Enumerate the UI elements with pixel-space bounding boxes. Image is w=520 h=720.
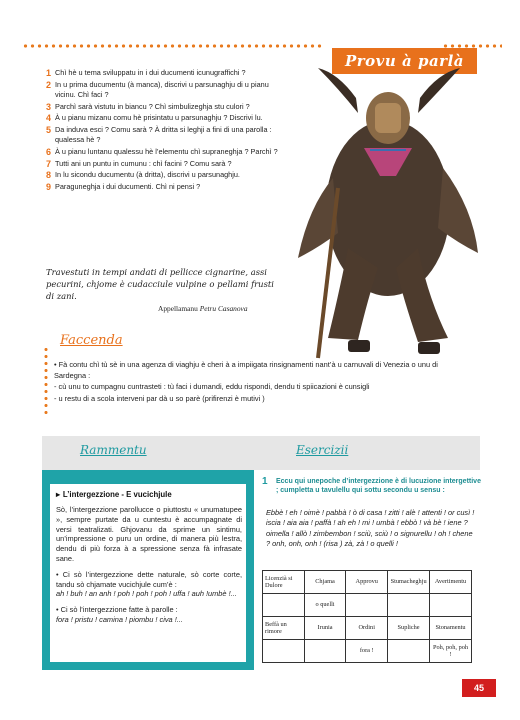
- question-item: [46, 182, 286, 192]
- question-text: À u pianu luntanu qualessu hè l’elementu chì supraneghja ? Parchì ?: [55, 146, 278, 156]
- faccenda-dot-rule: [44, 346, 48, 416]
- exercise-instruction: Eccu qui unepoche d’intergezzione è di lucuzione intergettive ; cumpletta u tavulellu qui sottu secondu u sensu :: [276, 478, 481, 495]
- exercise-number: 1: [262, 476, 268, 487]
- question-text: À u pianu mizanu comu hè prisintatu u parsunaghju ? Discrivi lu.: [55, 113, 263, 123]
- table-cell: Avertimentu: [430, 571, 472, 594]
- faccenda-line: • Fà contu chì tù sè in una agenza di viaghju è cheri à a impiigata rinsignamenti nant’à u carnuvali di Venezia o unu di Sardegna :: [54, 360, 438, 380]
- rammentu-natural: [56, 570, 242, 599]
- table-cell[interactable]: [263, 594, 305, 617]
- photo-figure: [298, 68, 478, 358]
- table-cell: Approvu: [346, 571, 388, 594]
- page-number: 45: [462, 679, 496, 697]
- question-text: Paraguneghja i dui ducumenti. Chì ni pensi ?: [55, 182, 201, 192]
- table-cell: Ordini: [346, 617, 388, 640]
- table-cell[interactable]: [304, 640, 346, 663]
- question-item: [46, 147, 286, 157]
- word-text: • Ci sò l’intergezzione fatte à parolle :: [56, 605, 178, 615]
- question-number: 9: [46, 182, 52, 193]
- question-item: [46, 170, 286, 180]
- natural-text: • Ci sò l’intergezzione dette naturale, sò corte corte, tandu sò chjamate vucichjule cum’è :: [56, 569, 242, 589]
- table-row: [263, 640, 472, 663]
- question-number: 8: [46, 170, 52, 181]
- table-cell: fora !: [346, 640, 388, 663]
- question-number: 5: [46, 125, 52, 136]
- faccenda-title: Faccenda: [60, 333, 123, 348]
- table-cell[interactable]: [388, 594, 430, 617]
- question-text: Chì hè u tema sviluppatu in i dui ducumenti icunugraffichi ?: [55, 68, 246, 77]
- table-row: [263, 617, 472, 640]
- table-cell: Chjama: [304, 571, 346, 594]
- faccenda-line: - u restu di a scola interveni par dà u so parè (prifirenzi è mutivi ): [54, 393, 265, 403]
- question-item: [46, 80, 286, 100]
- esercizii-title: Esercizii: [296, 443, 349, 457]
- quote-text: Travestuti in tempi andati di pellicce cignarine, assi pecurini, chjome è cudacciule vulpine o pellami frusti di zani.: [46, 267, 274, 301]
- table-row: [263, 594, 472, 617]
- question-number: 7: [46, 158, 52, 169]
- rammentu-intro: Sò, l’intergezzione parollucce o piuttostu « unumatupee », sempre purtate da u cuntestu è accumpagnate di versi teatralizati. Ghjovanu da sprime un sintimu, un’impressione o puru un ordine, di manera più lestra, dendu di più forza à a spressione senza fà infrasate sane.: [56, 505, 242, 563]
- costume-photo: [278, 58, 492, 363]
- question-text: Tutti ani un puntu in cumunu : chì facini ? Comu sarà ?: [55, 158, 232, 168]
- question-text: In u prima ducumentu (à manca), discrivi u parsunaghju di u pianu vicinu. Chì faci ?: [55, 79, 269, 99]
- section-title: Provu à parlà: [332, 48, 477, 74]
- table-cell: Irunia: [304, 617, 346, 640]
- decorative-dot-rule: [22, 44, 322, 48]
- question-item: [46, 125, 286, 145]
- quote-attribution: [158, 304, 248, 313]
- rammentu-text: [56, 505, 242, 631]
- table-cell: Beffà un rimore: [263, 617, 305, 640]
- exercise-table: [262, 570, 472, 663]
- question-number: 6: [46, 146, 52, 157]
- question-item: [46, 102, 286, 112]
- question-text: Parchì sarà vistutu in biancu ? Chì simbulizeghja stu culori ?: [55, 101, 250, 111]
- question-number: 1: [46, 68, 52, 78]
- table-cell[interactable]: [263, 640, 305, 663]
- natural-examples: ah ! buh ! an anh ! poh ! poh ! poh ! uffa ! auh !umbè !...: [56, 589, 237, 599]
- question-number: 4: [46, 113, 52, 124]
- question-text: Da induva esci ? Comu sarà ? À dritta si leghji a fini di una parolla : qualessa hè ?: [55, 125, 272, 145]
- table-cell[interactable]: [346, 594, 388, 617]
- attribution-prefix: Appellamanu: [158, 304, 198, 313]
- table-row: [263, 571, 472, 594]
- question-text: In lu sicondu ducumentu (à dritta), discrivi u parsunaghju.: [55, 170, 240, 180]
- rammentu-heading: ▸ L’intergezzione - E vucichjule: [56, 490, 172, 499]
- table-cell: o quelli: [304, 594, 346, 617]
- rammentu-word: [56, 605, 242, 625]
- question-item: [46, 68, 286, 78]
- word-examples: fora ! pristu ! camina ! piombu ! civa !...: [56, 614, 183, 624]
- exercise-words: Ebbè ! eh ! oimè ! pabbà ! ò di casa ! zitti ! alè ! attenti ! or cusì ! iscia ! aia aia ! paffà ! ah eh ! mi ! umbà ! ebbò ! và bè ! iene ? oimella ! allò ! zimbembon ! sciù, sciù ! o signurellu ! oh ! chene ? onh, onh, onh ! (risa ) zà, zà ! o quelli !: [266, 508, 475, 549]
- faccenda-line: - cù unu to cumpagnu cuntrasteti : tù faci i dumandi, eddu rispondi, dendu ti spiicazioni è cunsigli: [54, 382, 370, 391]
- attribution-author: Petru Casanova: [199, 304, 248, 313]
- rammentu-title: Rammentu: [80, 443, 147, 457]
- table-cell[interactable]: [430, 594, 472, 617]
- table-cell: Poh, poh, poh !: [430, 640, 472, 663]
- table-cell: Stumacheghju: [388, 571, 430, 594]
- faccenda-text: [54, 360, 454, 405]
- table-cell[interactable]: [388, 640, 430, 663]
- table-cell: Licenzià si Dulore: [263, 571, 305, 594]
- question-item: [46, 159, 286, 169]
- question-item: [46, 113, 286, 123]
- question-number: 2: [46, 79, 52, 90]
- table-cell: Stonamentu: [430, 617, 472, 640]
- question-list: [46, 68, 286, 194]
- table-cell: Supliche: [388, 617, 430, 640]
- question-number: 3: [46, 101, 52, 112]
